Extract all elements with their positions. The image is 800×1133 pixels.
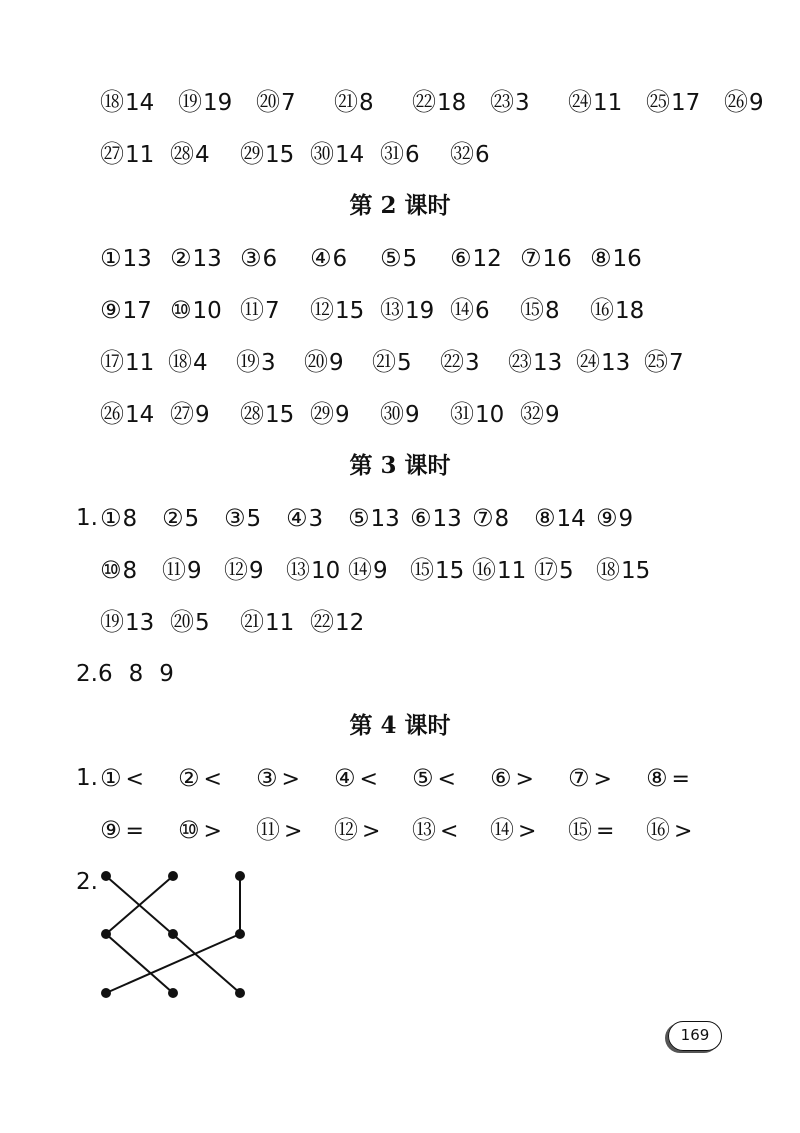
circled-number: ⑳ [304, 348, 328, 376]
question-1-label: 1. [76, 505, 98, 531]
answer-value: 15 [435, 558, 465, 584]
answer-value: 9 [249, 558, 264, 584]
circled-number: ㉙ [310, 400, 334, 428]
circled-number: ⑮ [410, 556, 434, 584]
dot [101, 871, 111, 881]
circled-number: ② [162, 504, 184, 532]
circled-number: ⑲ [178, 88, 202, 116]
circled-number: ㉑ [372, 348, 396, 376]
circled-number: ㉖ [100, 400, 124, 428]
answer-value: 6 [97, 661, 113, 687]
circled-number: ㉒ [412, 88, 436, 116]
question-2-label: 2. [76, 869, 98, 895]
circled-number: ⑲ [100, 608, 124, 636]
answer-value: 4 [195, 142, 210, 168]
circled-number: ⑩ [170, 296, 192, 324]
comparison-symbol: > [284, 819, 303, 844]
circled-number: ⑮ [520, 296, 544, 324]
circled-number: ② [170, 244, 192, 272]
circled-number: ③ [256, 764, 278, 792]
answer-value: 10 [311, 558, 341, 584]
answer-value: 11 [497, 558, 527, 584]
dot [168, 871, 178, 881]
comparison-symbol: < [437, 767, 456, 792]
circled-number: ① [100, 244, 122, 272]
question-1-label: 1. [76, 765, 98, 791]
circled-number: ㉓ [508, 348, 532, 376]
question-2-label: 2. [76, 661, 98, 687]
answer-value: 9 [335, 402, 350, 428]
circled-number: ㉜ [450, 140, 474, 168]
circled-number: ⑫ [334, 816, 358, 844]
answer-value: 9 [618, 506, 634, 532]
answer-value: 15 [335, 298, 365, 324]
circled-number: ⑯ [472, 556, 496, 584]
answer-value: 9 [159, 661, 174, 687]
circled-number: ㉘ [240, 400, 264, 428]
circled-number: ⑩ [100, 556, 122, 584]
answer-value: 15 [265, 142, 295, 168]
circled-number: ⑤ [380, 244, 402, 272]
answer-value: 5 [397, 350, 412, 376]
circled-number: ⑮ [568, 816, 592, 844]
answer-value: 13 [432, 506, 462, 532]
answer-value: 9 [545, 402, 560, 428]
answer-value: 6 [262, 246, 278, 272]
circled-number: ㉕ [644, 348, 668, 376]
dot [235, 871, 245, 881]
circled-number: ⑳ [170, 608, 194, 636]
dot [235, 988, 245, 998]
circled-number: ㉙ [240, 140, 264, 168]
circled-number: ⑪ [256, 816, 280, 844]
circled-number: ㉚ [380, 400, 404, 428]
circled-number: ㉘ [170, 140, 194, 168]
lesson-4-heading: 第 4 课时 [349, 712, 451, 739]
answer-value: 4 [193, 350, 208, 376]
answer-value: 9 [749, 90, 764, 116]
circled-number: ④ [286, 504, 308, 532]
circled-number: ⑲ [236, 348, 260, 376]
answer-value: 11 [593, 90, 623, 116]
answer-value: 11 [265, 610, 295, 636]
answer-value: 16 [612, 246, 642, 272]
dot [168, 929, 178, 939]
circled-number: ⑧ [646, 764, 668, 792]
circled-number: ㉔ [568, 88, 592, 116]
circled-number: ㉖ [724, 88, 748, 116]
answer-value: 8 [122, 558, 138, 584]
answer-value: 18 [437, 90, 467, 116]
circled-number: ㉚ [310, 140, 334, 168]
circled-number: ㉑ [240, 608, 264, 636]
circled-number: ㉒ [310, 608, 334, 636]
answer-value: 14 [125, 90, 155, 116]
circled-number: ⑥ [490, 764, 512, 792]
dot [101, 929, 111, 939]
circled-number: ⑩ [178, 816, 200, 844]
circled-number: ③ [240, 244, 262, 272]
circled-number: ⑫ [310, 296, 334, 324]
comparison-symbol: < [359, 767, 378, 792]
circled-number: ⑰ [534, 556, 558, 584]
answer-value: 9 [195, 402, 210, 428]
answer-value: 16 [542, 246, 572, 272]
comparison-symbol: < [125, 767, 144, 792]
circled-number: ㉑ [334, 88, 358, 116]
answer-value: 7 [669, 350, 684, 376]
answer-value: 5 [559, 558, 574, 584]
dot [168, 988, 178, 998]
circled-number: ㉜ [520, 400, 544, 428]
answer-value: 19 [203, 90, 233, 116]
answer-value: 14 [556, 506, 586, 532]
comparison-symbol: = [596, 819, 615, 844]
circled-number: ⑦ [568, 764, 590, 792]
circled-number: ⑪ [240, 296, 264, 324]
circled-number: ⑦ [472, 504, 494, 532]
circled-number: ⑯ [590, 296, 614, 324]
answer-value: 14 [125, 402, 155, 428]
answer-value: 10 [475, 402, 505, 428]
lesson-2-heading: 第 2 课时 [349, 192, 451, 219]
circled-number: ⑨ [100, 296, 122, 324]
circled-number: ㉒ [440, 348, 464, 376]
comparison-symbol: = [671, 767, 690, 792]
dot [101, 988, 111, 998]
answer-value: 15 [621, 558, 651, 584]
answer-value: 17 [122, 298, 152, 324]
circled-number: ③ [224, 504, 246, 532]
answer-value: 13 [370, 506, 400, 532]
answer-value: 5 [246, 506, 262, 532]
answer-value: 11 [125, 142, 155, 168]
comparison-symbol: < [440, 819, 459, 844]
circled-number: ⑤ [412, 764, 434, 792]
comparison-symbol: > [362, 819, 381, 844]
answer-value: 13 [125, 610, 155, 636]
comparison-symbol: > [281, 767, 300, 792]
circled-number: ① [100, 764, 122, 792]
answer-value: 13 [533, 350, 563, 376]
circled-number: ⑥ [450, 244, 472, 272]
answer-value: 11 [125, 350, 155, 376]
answer-value: 9 [329, 350, 344, 376]
circled-number: ⑱ [100, 88, 124, 116]
circled-number: ⑫ [224, 556, 248, 584]
answer-value: 13 [122, 246, 152, 272]
circled-number: ⑬ [412, 816, 436, 844]
circled-number: ⑪ [162, 556, 186, 584]
answer-value: 6 [405, 142, 420, 168]
answer-value: 3 [515, 90, 530, 116]
answer-value: 8 [359, 90, 374, 116]
comparison-symbol: > [593, 767, 612, 792]
answer-value: 9 [187, 558, 202, 584]
circled-number: ⑭ [490, 816, 514, 844]
circled-number: ⑳ [256, 88, 280, 116]
circled-number: ⑧ [534, 504, 556, 532]
answer-value: 5 [184, 506, 200, 532]
circled-number: ㉗ [100, 140, 124, 168]
circled-number: ㉗ [170, 400, 194, 428]
answer-value: 10 [192, 298, 222, 324]
answer-value: 18 [615, 298, 645, 324]
circled-number: ㉕ [646, 88, 670, 116]
answer-value: 19 [405, 298, 435, 324]
connecting-line [106, 934, 240, 993]
answer-value: 14 [335, 142, 365, 168]
answer-value: 8 [122, 506, 138, 532]
answer-value: 8 [494, 506, 510, 532]
answer-value: 13 [192, 246, 222, 272]
answer-value: 15 [265, 402, 295, 428]
comparison-symbol: < [203, 767, 222, 792]
answer-value: 12 [335, 610, 365, 636]
circled-number: ⑭ [348, 556, 372, 584]
answer-value: 7 [281, 90, 296, 116]
answer-value: 6 [332, 246, 348, 272]
answer-value: 3 [465, 350, 480, 376]
circled-number: ⑥ [410, 504, 432, 532]
answer-value: 8 [128, 661, 144, 687]
answer-value: 7 [265, 298, 280, 324]
comparison-symbol: > [674, 819, 693, 844]
answer-value: 9 [405, 402, 420, 428]
circled-number: ⑱ [596, 556, 620, 584]
comparison-symbol: = [125, 819, 144, 844]
answer-value: 6 [475, 298, 490, 324]
circled-number: ② [178, 764, 200, 792]
page-number: 169 [668, 1021, 722, 1051]
connecting-line [106, 934, 173, 993]
answer-value: 12 [472, 246, 502, 272]
answer-value: 3 [308, 506, 324, 532]
dot [235, 929, 245, 939]
answer-value: 13 [601, 350, 631, 376]
circled-number: ④ [310, 244, 332, 272]
circled-number: ⑯ [646, 816, 670, 844]
answer-value: 6 [475, 142, 490, 168]
answer-value: 5 [402, 246, 418, 272]
circled-number: ⑬ [286, 556, 310, 584]
circled-number: ⑨ [100, 816, 122, 844]
circled-number: ① [100, 504, 122, 532]
circled-number: ⑧ [590, 244, 612, 272]
comparison-symbol: > [203, 819, 222, 844]
answer-value: 17 [671, 90, 701, 116]
circled-number: ⑤ [348, 504, 370, 532]
circled-number: ㉛ [450, 400, 474, 428]
circled-number: ⑰ [100, 348, 124, 376]
circled-number: ⑦ [520, 244, 542, 272]
answer-value: 9 [373, 558, 388, 584]
circled-number: ⑭ [450, 296, 474, 324]
answer-value: 5 [195, 610, 210, 636]
comparison-symbol: > [518, 819, 537, 844]
circled-number: ㉓ [490, 88, 514, 116]
answer-value: 3 [261, 350, 276, 376]
lesson-3-heading: 第 3 课时 [349, 452, 451, 479]
circled-number: ㉔ [576, 348, 600, 376]
circled-number: ㉛ [380, 140, 404, 168]
comparison-symbol: > [515, 767, 534, 792]
answer-value: 8 [545, 298, 560, 324]
circled-number: ⑱ [168, 348, 192, 376]
circled-number: ④ [334, 764, 356, 792]
circled-number: ⑬ [380, 296, 404, 324]
circled-number: ⑨ [596, 504, 618, 532]
